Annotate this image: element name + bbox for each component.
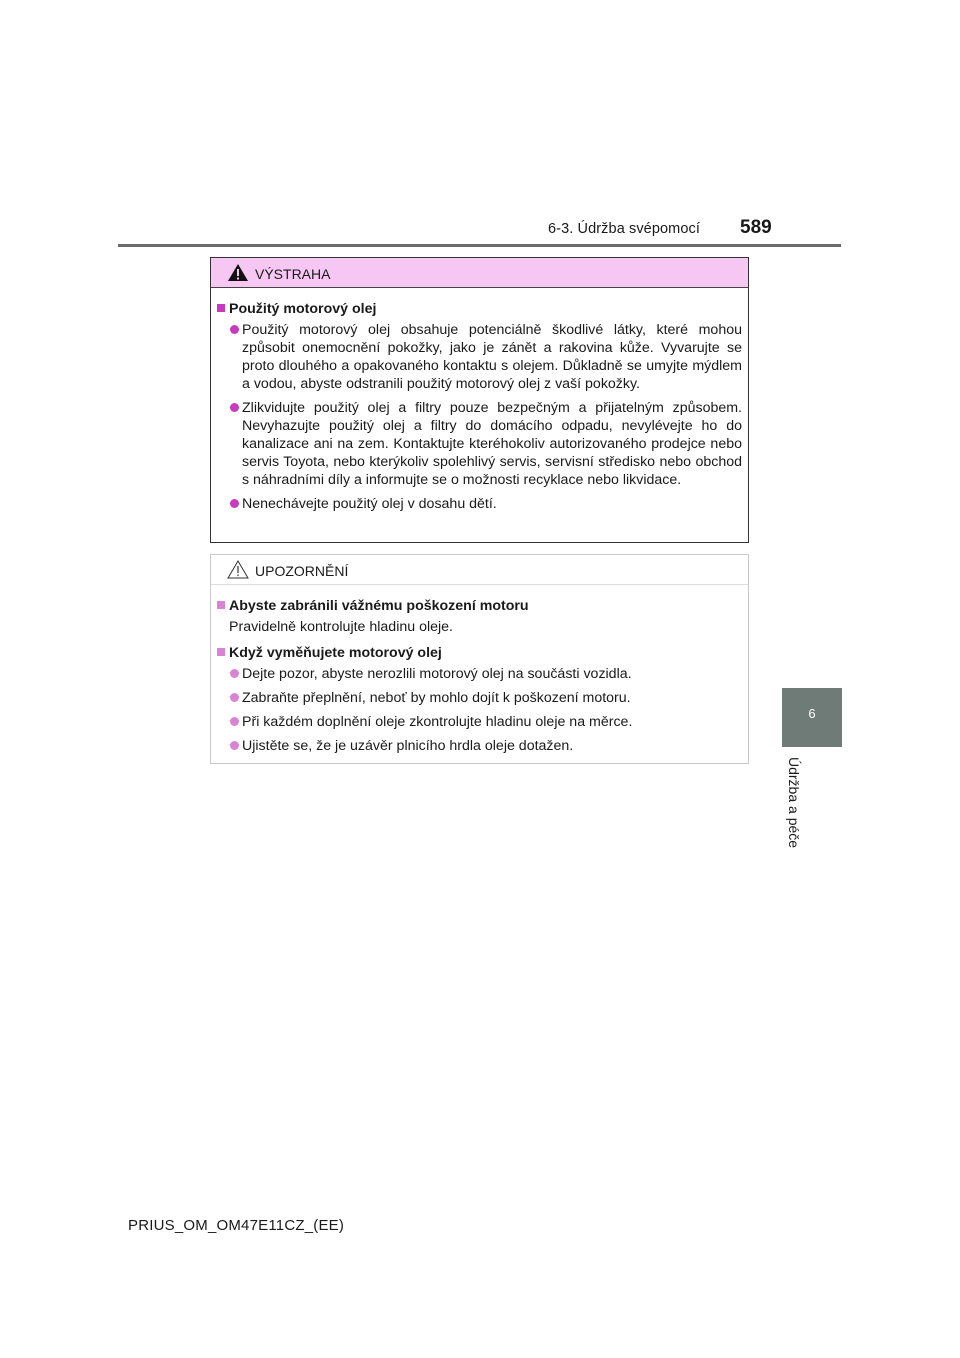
- bullet-dot-icon: [230, 403, 239, 412]
- section-title: 6-3. Údržba svépomocí: [548, 221, 700, 237]
- caution-header: [211, 555, 748, 585]
- caution-triangle-icon: [227, 560, 249, 579]
- warning-title: VÝSTRAHA: [255, 266, 331, 282]
- list-item: Zlikvidujte použitý olej a filtry pouze bezpečným a přijatelným způsobem. Nevyhazujte použitý olej a filtry do domácího odpadu, nevylévejte ho do kanalizace ani na zem. Kontaktujte kteréhokoliv autorizovaného prodejce nebo servis Toyota, nebo kterýkoliv spolehlivý servis, servisní středisko nebo obchod s náhradními díly a informujte se o možnosti recyklace nebo likvidace.: [217, 399, 742, 489]
- list-item: Ujistěte se, že je uzávěr plnicího hrdla oleje dotažen.: [217, 737, 742, 755]
- caution-title: UPOZORNĚNÍ: [255, 563, 349, 579]
- bullet-dot-icon: [230, 325, 239, 334]
- list-item: Použitý motorový olej obsahuje potenciálně škodlivé látky, které mohou způsobit onemocnění pokožky, jako je zánět a rakovina kůže. Vyvarujte se proto dlouhého a opakovaného kontaktu s olejem. Důkladně se umyjte mýdlem a vodou, abyste odstranili použitý motorový olej z vaší pokožky.: [217, 321, 742, 393]
- caution-box: [210, 554, 749, 764]
- bullet-dot-icon: [230, 717, 239, 726]
- square-bullet-icon: [217, 304, 225, 312]
- bullet-dot-icon: [230, 669, 239, 678]
- warning-box: [210, 257, 749, 543]
- square-bullet-icon: [217, 648, 225, 656]
- header-divider: [118, 244, 841, 247]
- document-code: PRIUS_OM_OM47E11CZ_(EE): [128, 1217, 345, 1234]
- list-item: Nenechávejte použitý olej v dosahu dětí.: [217, 495, 742, 513]
- warning-triangle-icon: [227, 263, 249, 282]
- chapter-title: Údržba a péče: [786, 757, 802, 849]
- warning-heading: Použitý motorový olej: [217, 300, 742, 318]
- bullet-dot-icon: [230, 693, 239, 702]
- caution-text: Pravidelně kontrolujte hladinu oleje.: [229, 619, 453, 635]
- page-number: 589: [740, 217, 772, 238]
- chapter-number: 6: [808, 706, 816, 721]
- bullet-dot-icon: [230, 741, 239, 750]
- caution-heading-2: Když vyměňujete motorový olej: [217, 644, 742, 662]
- caution-heading-1: Abyste zabránili vážnému poškození motoru: [217, 597, 742, 615]
- warning-header: [211, 258, 748, 288]
- square-bullet-icon: [217, 601, 225, 609]
- list-item: Zabraňte přeplnění, neboť by mohlo dojít k poškození motoru.: [217, 689, 742, 707]
- bullet-dot-icon: [230, 499, 239, 508]
- chapter-tab: [782, 688, 842, 747]
- list-item: Při každém doplnění oleje zkontrolujte hladinu oleje na měrce.: [217, 713, 742, 731]
- list-item: Dejte pozor, abyste nerozlili motorový olej na součásti vozidla.: [217, 665, 742, 683]
